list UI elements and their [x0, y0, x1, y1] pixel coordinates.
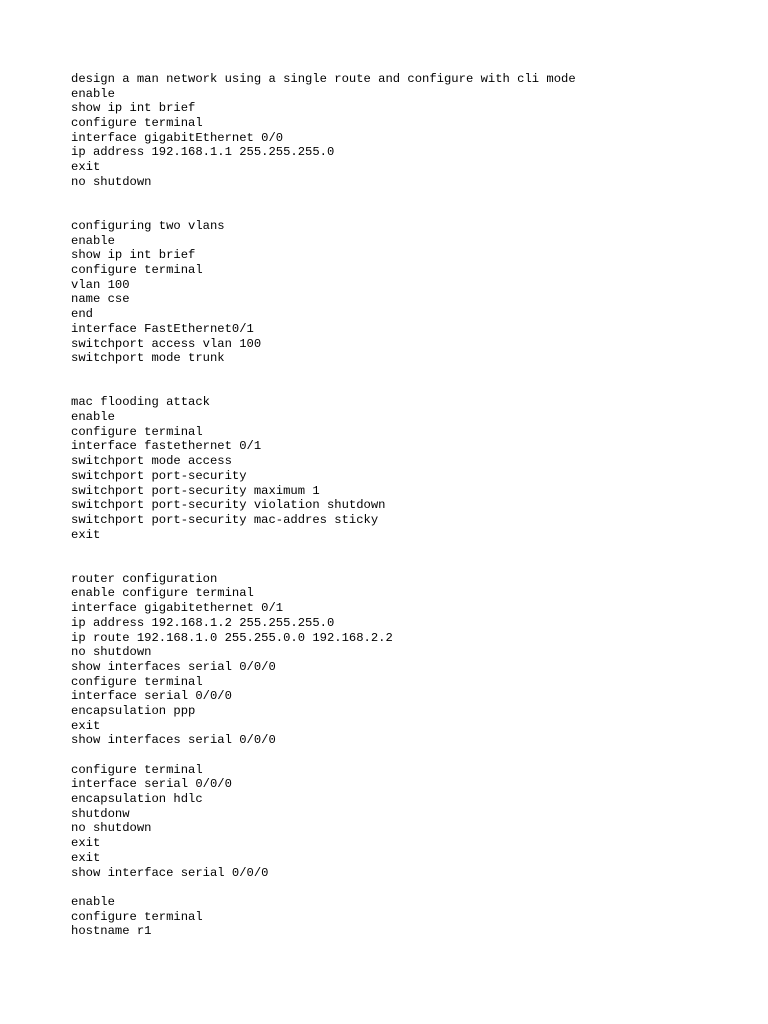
command-line: enable: [71, 233, 115, 248]
command-line: end: [71, 307, 93, 322]
command-line: interface fastethernet 0/1: [71, 439, 262, 454]
blank-gap: [71, 880, 748, 895]
command-line: name cse: [71, 292, 130, 307]
command-line: shutdonw: [71, 806, 130, 821]
command-line: switchport port-security mac-addres sticky: [71, 512, 379, 527]
command-line: configure terminal: [71, 909, 203, 924]
command-line: enable configure terminal: [71, 586, 254, 601]
command-line: vlan 100: [71, 277, 130, 292]
command-line: configure terminal: [71, 263, 203, 278]
command-line: no shutdown: [71, 821, 152, 836]
command-line: switchport port-security violation shutdown: [71, 498, 386, 513]
section-mac-flooding: [71, 395, 748, 542]
section-router-configuration: [71, 572, 748, 748]
command-line: interface serial 0/0/0: [71, 689, 232, 704]
command-line: switchport mode access: [71, 454, 232, 469]
command-line: encapsulation hdlc: [71, 792, 203, 807]
command-line: switchport mode trunk: [71, 351, 225, 366]
blank-gap: [71, 542, 748, 572]
section-hostname: [71, 895, 748, 939]
document-page: [71, 72, 748, 939]
section-title: design a man network using a single route and configure with cli mode: [71, 72, 576, 86]
command-line: switchport port-security: [71, 468, 247, 483]
command-line: exit: [71, 527, 101, 542]
command-line: interface gigabitethernet 0/1: [71, 601, 284, 616]
section-man-network: [71, 72, 748, 190]
command-line: configure terminal: [71, 674, 203, 689]
command-line: hostname r1: [71, 924, 152, 939]
blank-gap: [71, 366, 748, 396]
section-title: configure terminal: [71, 762, 203, 777]
blank-gap: [71, 748, 748, 763]
command-line: show ip int brief: [71, 101, 196, 116]
command-line: exit: [71, 836, 101, 851]
section-vlans: [71, 219, 748, 366]
command-line: show ip int brief: [71, 248, 196, 263]
command-line: ip address 192.168.1.2 255.255.255.0: [71, 615, 335, 630]
command-line: no shutdown: [71, 645, 152, 660]
command-line: ip route 192.168.1.0 255.255.0.0 192.168.2.2: [71, 630, 393, 645]
command-line: interface gigabitEthernet 0/0: [71, 130, 284, 145]
command-line: switchport port-security maximum 1: [71, 483, 320, 498]
section-title: mac flooding attack: [71, 395, 210, 410]
blank-gap: [71, 190, 748, 220]
section-title: configuring two vlans: [71, 219, 225, 233]
command-line: enable: [71, 86, 115, 101]
command-line: show interface serial 0/0/0: [71, 865, 269, 880]
command-line: show interfaces serial 0/0/0: [71, 659, 276, 674]
command-line: encapsulation ppp: [71, 703, 196, 718]
command-line: switchport access vlan 100: [71, 336, 262, 351]
command-line: configure terminal: [71, 424, 203, 439]
command-line: configure terminal: [71, 116, 203, 131]
command-line: exit: [71, 718, 101, 733]
section-hdlc: [71, 763, 748, 881]
command-line: interface FastEthernet0/1: [71, 321, 254, 336]
command-line: enable: [71, 410, 115, 425]
command-line: exit: [71, 850, 101, 865]
section-title: enable: [71, 894, 115, 909]
command-line: no shutdown: [71, 174, 152, 189]
command-line: interface serial 0/0/0: [71, 777, 232, 792]
section-title: router configuration: [71, 571, 218, 586]
command-line: exit: [71, 160, 101, 175]
command-line: show interfaces serial 0/0/0: [71, 733, 276, 748]
command-line: ip address 192.168.1.1 255.255.255.0: [71, 145, 335, 160]
